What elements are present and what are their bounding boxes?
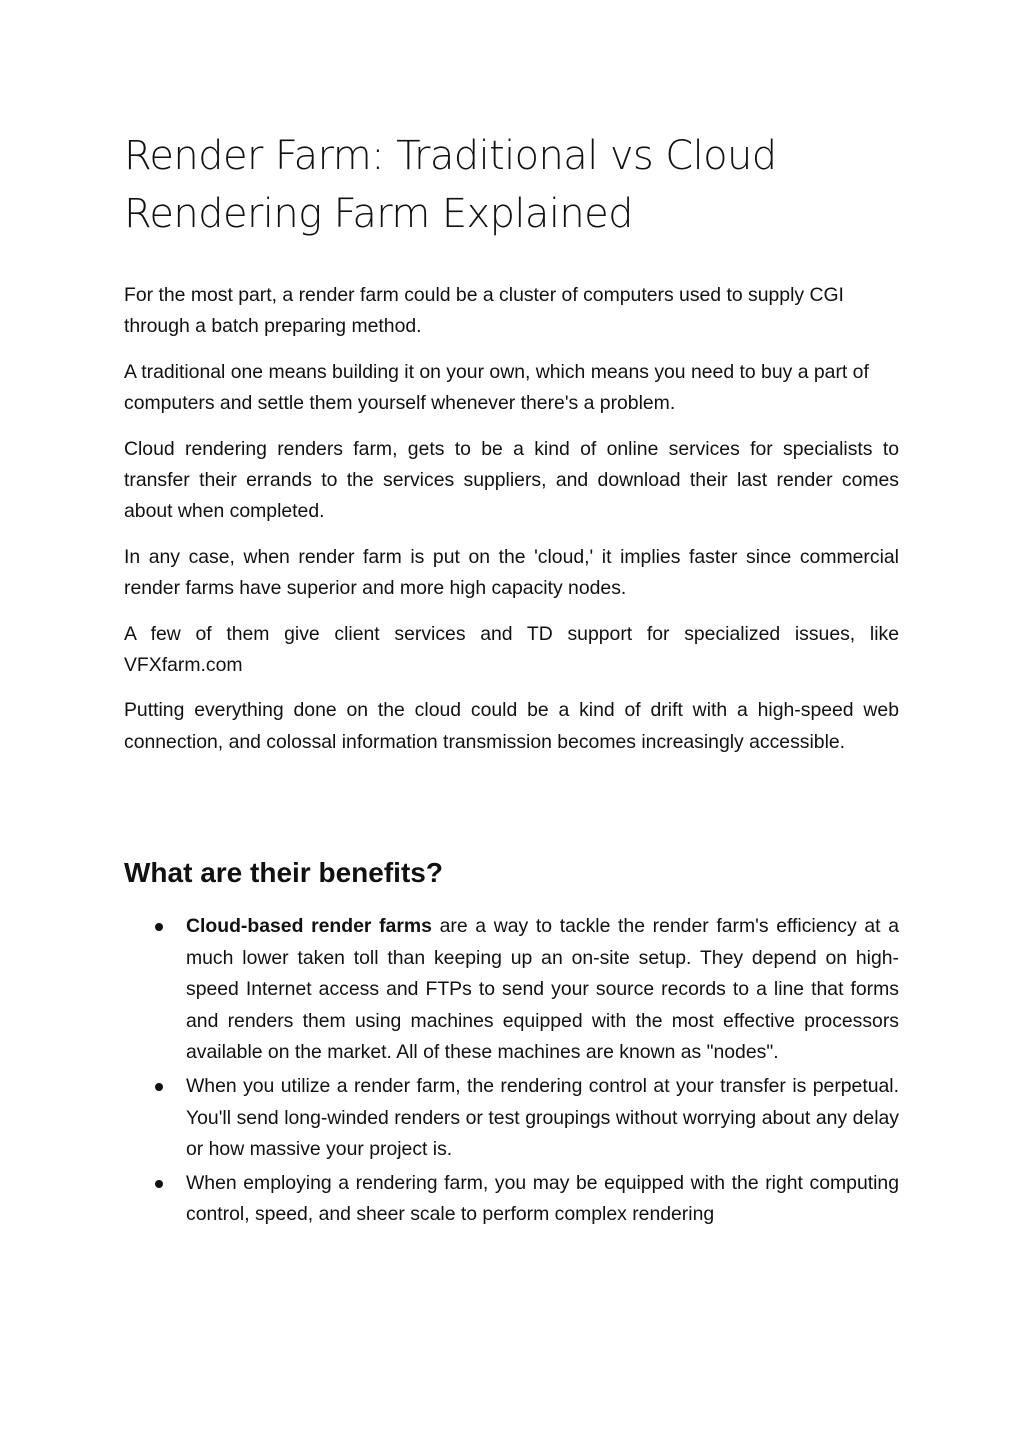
bullet-icon [155,1180,163,1188]
bullet-text: When you utilize a render farm, the rendering control at your transfer is perpetual. You'll send long-winded renders or test groupings without worrying about any delay or how massive your project is. [186,1074,899,1161]
paragraph: A few of them give client services and TD support for specialized issues, like VFXfarm.com [124,622,899,677]
paragraph: Cloud rendering renders farm, gets to be a kind of online services for specialists to transfer their errands to the services suppliers, and download their last render comes about when completed. [124,437,899,523]
list-item [124,911,899,1069]
list-item [124,1168,899,1231]
benefits-list [124,911,899,1233]
paragraph: For the most part, a render farm could be a cluster of computers used to supply CGI through a batch preparing method. [124,284,844,338]
paragraph: In any case, when render farm is put on the 'cloud,' it implies faster since commercial render farms have superior and more high capacity nodes. [124,545,899,600]
paragraph: A traditional one means building it on your own, which means you need to buy a part of computers and settle them yourself whenever there's a problem. [124,360,869,415]
bullet-text: are a way to tackle the render farm's efficiency at a much lower taken toll than keeping up an on-site setup. They depend on high-speed Internet access and FTPs to send your source records to a line that forms and renders them using machines equipped with the most effective processors available on the market. All of these machines are known as "nodes". [186,915,899,1064]
document-title: Render Farm: Traditional vs Cloud Rendering Farm Explained [124,133,777,237]
bullet-icon [155,1083,163,1091]
list-item [124,1071,899,1166]
bullet-lead: Cloud-based render farms [186,915,432,937]
bullet-text: When employing a rendering farm, you may be equipped with the right computing control, speed, and sheer scale to perform complex rendering [186,1171,899,1226]
bullet-icon [155,923,163,931]
section-heading: What are their benefits? [124,857,443,888]
document-body [124,280,899,772]
paragraph: Putting everything done on the cloud could be a kind of drift with a high-speed web connection, and colossal information transmission becomes increasingly accessible. [124,699,899,753]
